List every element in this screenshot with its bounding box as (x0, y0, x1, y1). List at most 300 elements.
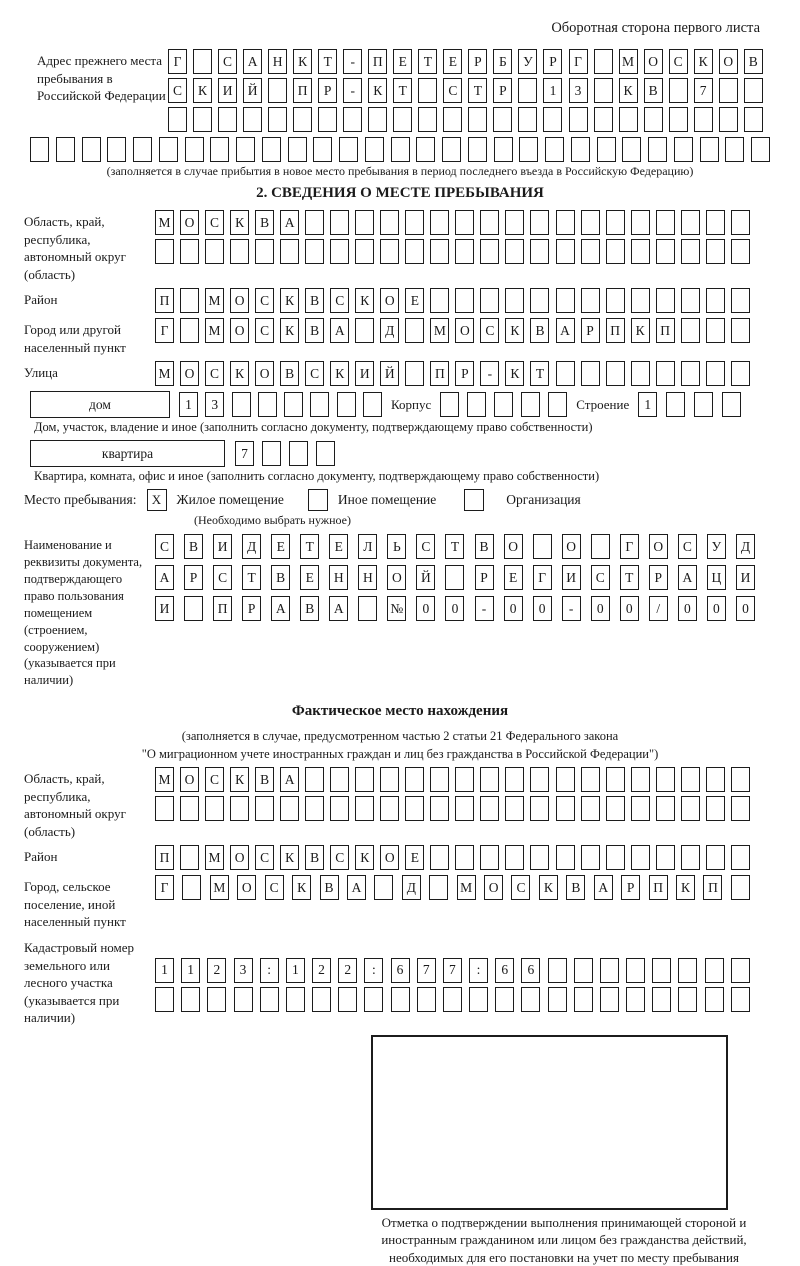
checkbox-other-premises[interactable] (308, 489, 328, 511)
char-box[interactable] (207, 987, 226, 1012)
char-box[interactable] (180, 845, 199, 870)
char-box[interactable] (722, 392, 741, 417)
char-box[interactable] (205, 239, 224, 264)
char-box[interactable]: К (631, 318, 650, 343)
char-box[interactable] (731, 239, 750, 264)
char-box[interactable] (669, 107, 688, 132)
char-box[interactable] (706, 318, 725, 343)
char-box[interactable] (218, 107, 237, 132)
char-box[interactable] (182, 875, 201, 900)
char-box[interactable] (430, 845, 449, 870)
char-box[interactable]: М (155, 767, 174, 792)
char-box[interactable]: 1 (179, 392, 198, 417)
char-box[interactable] (656, 767, 675, 792)
char-box[interactable]: И (736, 565, 755, 590)
char-box[interactable] (706, 210, 725, 235)
char-box[interactable] (731, 875, 750, 900)
char-box[interactable]: В (530, 318, 549, 343)
char-box[interactable]: П (155, 288, 174, 313)
char-box[interactable]: Н (329, 565, 348, 590)
char-box[interactable]: 0 (707, 596, 726, 621)
char-box[interactable] (530, 288, 549, 313)
char-box[interactable] (468, 107, 487, 132)
char-box[interactable] (480, 288, 499, 313)
char-box[interactable] (155, 239, 174, 264)
char-box[interactable] (548, 392, 567, 417)
char-box[interactable] (519, 137, 538, 162)
char-box[interactable]: О (380, 845, 399, 870)
checkbox-residential[interactable]: X (147, 489, 167, 511)
char-box[interactable]: Т (300, 534, 319, 559)
char-box[interactable]: 6 (521, 958, 540, 983)
char-box[interactable]: Ц (707, 565, 726, 590)
char-box[interactable]: К (280, 318, 299, 343)
char-box[interactable] (193, 49, 212, 74)
char-box[interactable]: А (280, 767, 299, 792)
char-box[interactable] (339, 137, 358, 162)
char-box[interactable]: Д (242, 534, 261, 559)
char-box[interactable]: П (606, 318, 625, 343)
char-box[interactable]: В (255, 210, 274, 235)
char-box[interactable]: О (649, 534, 668, 559)
char-box[interactable] (391, 137, 410, 162)
char-box[interactable]: В (280, 361, 299, 386)
char-box[interactable]: Г (569, 49, 588, 74)
char-box[interactable]: С (330, 845, 349, 870)
char-box[interactable] (159, 137, 178, 162)
char-box[interactable]: А (271, 596, 290, 621)
char-box[interactable]: И (218, 78, 237, 103)
char-box[interactable] (205, 796, 224, 821)
char-box[interactable]: И (213, 534, 232, 559)
char-box[interactable]: Т (445, 534, 464, 559)
char-box[interactable] (606, 210, 625, 235)
char-box[interactable] (731, 767, 750, 792)
char-box[interactable] (168, 107, 187, 132)
char-box[interactable]: 0 (533, 596, 552, 621)
char-box[interactable] (455, 845, 474, 870)
char-box[interactable] (518, 78, 537, 103)
char-box[interactable] (569, 107, 588, 132)
char-box[interactable] (430, 288, 449, 313)
char-box[interactable]: Р (621, 875, 640, 900)
char-box[interactable]: О (455, 318, 474, 343)
char-box[interactable]: К (230, 210, 249, 235)
char-box[interactable]: 0 (736, 596, 755, 621)
char-box[interactable]: К (292, 875, 311, 900)
char-box[interactable]: С (511, 875, 530, 900)
char-box[interactable]: 7 (443, 958, 462, 983)
char-box[interactable] (480, 845, 499, 870)
char-box[interactable] (330, 210, 349, 235)
char-box[interactable] (706, 288, 725, 313)
char-box[interactable] (181, 987, 200, 1012)
char-box[interactable] (656, 796, 675, 821)
char-box[interactable] (606, 845, 625, 870)
char-box[interactable]: Е (329, 534, 348, 559)
char-box[interactable]: К (280, 288, 299, 313)
char-box[interactable] (581, 845, 600, 870)
char-box[interactable] (380, 210, 399, 235)
char-box[interactable] (234, 987, 253, 1012)
char-box[interactable]: О (562, 534, 581, 559)
char-box[interactable] (705, 987, 724, 1012)
char-box[interactable] (417, 987, 436, 1012)
char-box[interactable]: М (155, 361, 174, 386)
char-box[interactable]: К (230, 361, 249, 386)
char-box[interactable]: Т (242, 565, 261, 590)
char-box[interactable] (656, 288, 675, 313)
char-box[interactable]: В (271, 565, 290, 590)
char-box[interactable]: - (475, 596, 494, 621)
char-box[interactable] (455, 210, 474, 235)
char-box[interactable] (700, 137, 719, 162)
char-box[interactable] (355, 796, 374, 821)
char-box[interactable] (430, 796, 449, 821)
char-box[interactable]: М (619, 49, 638, 74)
house-type-box[interactable] (30, 391, 170, 418)
char-box[interactable] (631, 767, 650, 792)
char-box[interactable]: И (355, 361, 374, 386)
char-box[interactable] (445, 565, 464, 590)
checkbox-organization[interactable] (464, 489, 484, 511)
char-box[interactable] (706, 239, 725, 264)
char-box[interactable] (731, 796, 750, 821)
char-box[interactable]: - (480, 361, 499, 386)
char-box[interactable]: В (320, 875, 339, 900)
char-box[interactable] (533, 534, 552, 559)
char-box[interactable]: Р (581, 318, 600, 343)
char-box[interactable]: А (556, 318, 575, 343)
char-box[interactable] (530, 210, 549, 235)
char-box[interactable] (644, 107, 663, 132)
char-box[interactable] (631, 239, 650, 264)
char-box[interactable]: 1 (638, 392, 657, 417)
char-box[interactable] (694, 392, 713, 417)
char-box[interactable]: К (293, 49, 312, 74)
char-box[interactable]: Р (318, 78, 337, 103)
char-box[interactable] (268, 78, 287, 103)
char-box[interactable] (530, 796, 549, 821)
char-box[interactable]: В (644, 78, 663, 103)
char-box[interactable] (280, 796, 299, 821)
char-box[interactable] (556, 796, 575, 821)
char-box[interactable] (107, 137, 126, 162)
char-box[interactable] (255, 796, 274, 821)
char-box[interactable]: М (155, 210, 174, 235)
char-box[interactable] (631, 210, 650, 235)
char-box[interactable]: Р (543, 49, 562, 74)
char-box[interactable] (293, 107, 312, 132)
char-box[interactable] (556, 767, 575, 792)
char-box[interactable]: Е (393, 49, 412, 74)
char-box[interactable] (180, 318, 199, 343)
char-box[interactable] (530, 239, 549, 264)
char-box[interactable]: 2 (207, 958, 226, 983)
char-box[interactable]: Й (380, 361, 399, 386)
char-box[interactable] (455, 796, 474, 821)
char-box[interactable] (355, 318, 374, 343)
char-box[interactable]: М (205, 845, 224, 870)
char-box[interactable]: С (218, 49, 237, 74)
char-box[interactable] (429, 875, 448, 900)
char-box[interactable]: П (656, 318, 675, 343)
char-box[interactable] (330, 767, 349, 792)
char-box[interactable]: Р (493, 78, 512, 103)
char-box[interactable]: 2 (312, 958, 331, 983)
char-box[interactable]: А (594, 875, 613, 900)
char-box[interactable] (505, 845, 524, 870)
char-box[interactable] (305, 239, 324, 264)
char-box[interactable]: М (457, 875, 476, 900)
char-box[interactable]: О (230, 318, 249, 343)
char-box[interactable] (343, 107, 362, 132)
char-box[interactable]: : (364, 958, 383, 983)
char-box[interactable]: О (719, 49, 738, 74)
char-box[interactable]: С (155, 534, 174, 559)
char-box[interactable]: А (330, 318, 349, 343)
char-box[interactable]: Г (155, 318, 174, 343)
char-box[interactable]: 6 (495, 958, 514, 983)
char-box[interactable] (358, 596, 377, 621)
char-box[interactable] (619, 107, 638, 132)
char-box[interactable] (681, 845, 700, 870)
char-box[interactable] (706, 796, 725, 821)
char-box[interactable] (681, 361, 700, 386)
char-box[interactable] (669, 78, 688, 103)
char-box[interactable]: С (443, 78, 462, 103)
char-box[interactable]: В (300, 596, 319, 621)
char-box[interactable]: Г (168, 49, 187, 74)
char-box[interactable] (600, 987, 619, 1012)
char-box[interactable]: К (368, 78, 387, 103)
char-box[interactable] (694, 107, 713, 132)
char-box[interactable] (494, 137, 513, 162)
char-box[interactable]: Д (402, 875, 421, 900)
char-box[interactable] (380, 796, 399, 821)
char-box[interactable] (594, 49, 613, 74)
char-box[interactable] (416, 137, 435, 162)
char-box[interactable]: 0 (416, 596, 435, 621)
char-box[interactable] (674, 137, 693, 162)
char-box[interactable]: П (703, 875, 722, 900)
char-box[interactable] (719, 78, 738, 103)
char-box[interactable]: Р (242, 596, 261, 621)
char-box[interactable] (606, 796, 625, 821)
char-box[interactable] (505, 796, 524, 821)
char-box[interactable] (305, 767, 324, 792)
char-box[interactable]: М (205, 318, 224, 343)
char-box[interactable]: Е (443, 49, 462, 74)
char-box[interactable] (280, 239, 299, 264)
char-box[interactable]: Д (380, 318, 399, 343)
char-box[interactable] (543, 107, 562, 132)
char-box[interactable] (480, 796, 499, 821)
char-box[interactable] (258, 392, 277, 417)
char-box[interactable] (155, 796, 174, 821)
char-box[interactable]: Р (475, 565, 494, 590)
char-box[interactable] (731, 987, 750, 1012)
char-box[interactable]: С (255, 318, 274, 343)
char-box[interactable]: В (184, 534, 203, 559)
char-box[interactable]: О (180, 210, 199, 235)
char-box[interactable] (230, 796, 249, 821)
char-box[interactable] (631, 361, 650, 386)
char-box[interactable]: Р (455, 361, 474, 386)
char-box[interactable] (744, 78, 763, 103)
char-box[interactable]: К (355, 288, 374, 313)
char-box[interactable] (184, 596, 203, 621)
char-box[interactable] (455, 767, 474, 792)
char-box[interactable] (581, 796, 600, 821)
char-box[interactable]: О (484, 875, 503, 900)
char-box[interactable]: С (213, 565, 232, 590)
char-box[interactable]: : (469, 958, 488, 983)
char-box[interactable] (455, 288, 474, 313)
char-box[interactable]: А (155, 565, 174, 590)
char-box[interactable] (405, 767, 424, 792)
char-box[interactable] (364, 987, 383, 1012)
char-box[interactable] (622, 137, 641, 162)
char-box[interactable] (556, 288, 575, 313)
char-box[interactable]: О (380, 288, 399, 313)
char-box[interactable] (286, 987, 305, 1012)
char-box[interactable]: С (255, 845, 274, 870)
char-box[interactable] (289, 441, 308, 466)
char-box[interactable] (469, 987, 488, 1012)
char-box[interactable]: И (155, 596, 174, 621)
char-box[interactable] (405, 361, 424, 386)
char-box[interactable]: К (619, 78, 638, 103)
char-box[interactable] (656, 845, 675, 870)
char-box[interactable] (656, 239, 675, 264)
char-box[interactable] (631, 845, 650, 870)
char-box[interactable] (678, 987, 697, 1012)
char-box[interactable]: Г (620, 534, 639, 559)
char-box[interactable] (391, 987, 410, 1012)
char-box[interactable]: О (230, 845, 249, 870)
char-box[interactable]: 3 (205, 392, 224, 417)
char-box[interactable] (312, 987, 331, 1012)
char-box[interactable]: Р (649, 565, 668, 590)
char-box[interactable] (442, 137, 461, 162)
char-box[interactable]: С (330, 288, 349, 313)
char-box[interactable] (355, 239, 374, 264)
char-box[interactable] (606, 767, 625, 792)
char-box[interactable] (606, 239, 625, 264)
char-box[interactable]: 3 (234, 958, 253, 983)
char-box[interactable]: П (430, 361, 449, 386)
char-box[interactable]: С (678, 534, 697, 559)
char-box[interactable]: № (387, 596, 406, 621)
char-box[interactable] (210, 137, 229, 162)
char-box[interactable]: С (255, 288, 274, 313)
char-box[interactable] (731, 210, 750, 235)
char-box[interactable] (744, 107, 763, 132)
char-box[interactable]: В (744, 49, 763, 74)
char-box[interactable]: 0 (591, 596, 610, 621)
char-box[interactable] (706, 845, 725, 870)
char-box[interactable]: / (649, 596, 668, 621)
char-box[interactable] (719, 107, 738, 132)
char-box[interactable] (318, 107, 337, 132)
char-box[interactable]: 7 (694, 78, 713, 103)
char-box[interactable] (180, 796, 199, 821)
char-box[interactable] (330, 239, 349, 264)
char-box[interactable] (594, 78, 613, 103)
char-box[interactable]: О (237, 875, 256, 900)
char-box[interactable]: К (230, 767, 249, 792)
char-box[interactable] (681, 288, 700, 313)
char-box[interactable] (337, 392, 356, 417)
char-box[interactable] (556, 361, 575, 386)
char-box[interactable]: Т (418, 49, 437, 74)
char-box[interactable]: А (243, 49, 262, 74)
char-box[interactable] (556, 239, 575, 264)
char-box[interactable] (731, 318, 750, 343)
char-box[interactable] (530, 845, 549, 870)
apartment-type-box[interactable] (30, 440, 225, 467)
char-box[interactable] (505, 767, 524, 792)
char-box[interactable] (430, 239, 449, 264)
char-box[interactable]: С (205, 767, 224, 792)
char-box[interactable]: У (518, 49, 537, 74)
char-box[interactable] (260, 987, 279, 1012)
char-box[interactable] (678, 958, 697, 983)
char-box[interactable]: Р (184, 565, 203, 590)
char-box[interactable] (405, 318, 424, 343)
char-box[interactable] (600, 958, 619, 983)
char-box[interactable] (355, 767, 374, 792)
char-box[interactable]: : (260, 958, 279, 983)
char-box[interactable]: 7 (235, 441, 254, 466)
char-box[interactable] (268, 107, 287, 132)
char-box[interactable] (656, 361, 675, 386)
char-box[interactable]: А (329, 596, 348, 621)
char-box[interactable] (30, 137, 49, 162)
char-box[interactable]: 1 (155, 958, 174, 983)
char-box[interactable]: Г (155, 875, 174, 900)
char-box[interactable]: А (347, 875, 366, 900)
char-box[interactable]: О (504, 534, 523, 559)
char-box[interactable] (232, 392, 251, 417)
char-box[interactable] (440, 392, 459, 417)
char-box[interactable]: М (205, 288, 224, 313)
char-box[interactable] (597, 137, 616, 162)
char-box[interactable]: С (669, 49, 688, 74)
char-box[interactable]: К (505, 318, 524, 343)
char-box[interactable]: 3 (569, 78, 588, 103)
char-box[interactable] (556, 845, 575, 870)
char-box[interactable] (418, 78, 437, 103)
char-box[interactable] (355, 210, 374, 235)
char-box[interactable]: М (430, 318, 449, 343)
char-box[interactable]: К (694, 49, 713, 74)
char-box[interactable] (648, 137, 667, 162)
char-box[interactable] (330, 796, 349, 821)
char-box[interactable]: 0 (445, 596, 464, 621)
char-box[interactable] (255, 239, 274, 264)
char-box[interactable]: Е (405, 288, 424, 313)
char-box[interactable] (731, 845, 750, 870)
char-box[interactable]: 6 (391, 958, 410, 983)
char-box[interactable] (467, 392, 486, 417)
char-box[interactable] (443, 107, 462, 132)
char-box[interactable]: О (255, 361, 274, 386)
char-box[interactable] (262, 137, 281, 162)
char-box[interactable]: Й (416, 565, 435, 590)
char-box[interactable] (725, 137, 744, 162)
